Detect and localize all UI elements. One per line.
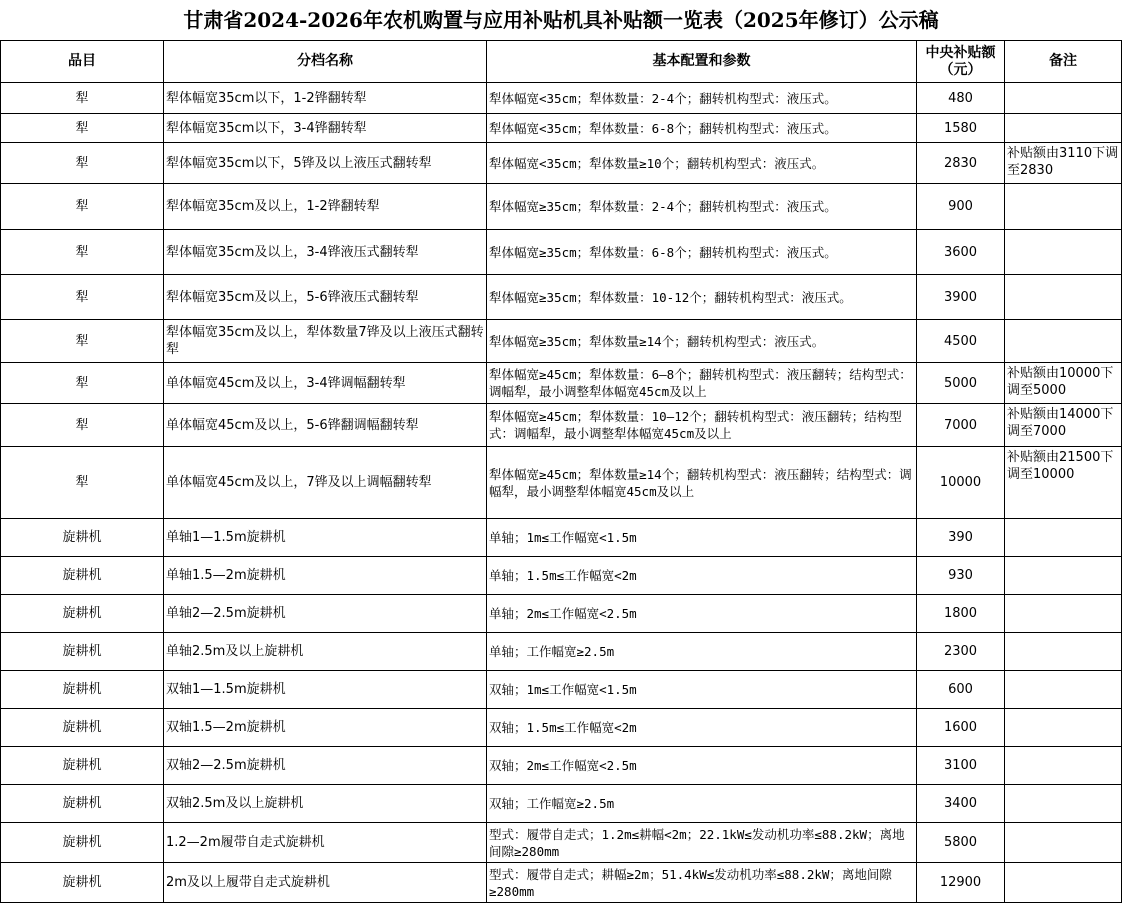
cell-tier-name: 2m及以上履带自走式旋耕机 xyxy=(164,863,487,903)
cell-tier-name: 单轴2.5m及以上旋耕机 xyxy=(164,633,487,671)
cell-config: 犁体幅宽≥35cm；犁体数量：10-12个；翻转机构型式：液压式。 xyxy=(487,275,917,320)
cell-subsidy: 930 xyxy=(917,557,1005,595)
cell-category: 犁 xyxy=(1,184,164,230)
cell-tier-name: 双轴1.5—2m旋耕机 xyxy=(164,709,487,747)
cell-tier-name: 单体幅宽45cm及以上，5-6铧翻调幅翻转犁 xyxy=(164,404,487,447)
header-subsidy: 中央补贴额（元） xyxy=(917,41,1005,83)
header-tier-name: 分档名称 xyxy=(164,41,487,83)
table-row xyxy=(1,823,1122,863)
cell-tier-name: 单轴2—2.5m旋耕机 xyxy=(164,595,487,633)
cell-tier-name: 单轴1—1.5m旋耕机 xyxy=(164,519,487,557)
cell-remark xyxy=(1005,823,1122,863)
cell-config: 犁体幅宽<35cm；犁体数量：2-4个；翻转机构型式：液压式。 xyxy=(487,83,917,114)
table-row xyxy=(1,363,1122,404)
cell-subsidy: 1580 xyxy=(917,114,1005,143)
cell-subsidy: 7000 xyxy=(917,404,1005,447)
cell-config: 单轴；1.5m≤工作幅宽<2m xyxy=(487,557,917,595)
cell-remark xyxy=(1005,275,1122,320)
cell-config: 犁体幅宽≥45cm；犁体数量≥14个；翻转机构型式：液压翻转；结构型式：调幅犁，最小调整犁体幅宽45cm及以上 xyxy=(487,447,917,519)
cell-subsidy: 3900 xyxy=(917,275,1005,320)
cell-tier-name: 犁体幅宽35cm及以上，3-4铧液压式翻转犁 xyxy=(164,230,487,275)
cell-category: 犁 xyxy=(1,275,164,320)
cell-category: 旋耕机 xyxy=(1,709,164,747)
cell-config: 犁体幅宽≥35cm；犁体数量：2-4个；翻转机构型式：液压式。 xyxy=(487,184,917,230)
table-row xyxy=(1,143,1122,184)
cell-tier-name: 犁体幅宽35cm以下，3-4铧翻转犁 xyxy=(164,114,487,143)
cell-category: 犁 xyxy=(1,143,164,184)
cell-remark xyxy=(1005,320,1122,363)
cell-config: 犁体幅宽≥35cm；犁体数量≥14个；翻转机构型式：液压式。 xyxy=(487,320,917,363)
cell-category: 犁 xyxy=(1,447,164,519)
table-row xyxy=(1,230,1122,275)
cell-tier-name: 双轴2.5m及以上旋耕机 xyxy=(164,785,487,823)
cell-subsidy: 12900 xyxy=(917,863,1005,903)
cell-tier-name: 犁体幅宽35cm及以上，1-2铧翻转犁 xyxy=(164,184,487,230)
cell-config: 双轴；1m≤工作幅宽<1.5m xyxy=(487,671,917,709)
cell-remark xyxy=(1005,785,1122,823)
cell-config: 犁体幅宽≥45cm；犁体数量：10—12个；翻转机构型式：液压翻转；结构型式：调幅犁，最小调整犁体幅宽45cm及以上 xyxy=(487,404,917,447)
cell-subsidy: 1800 xyxy=(917,595,1005,633)
table-row xyxy=(1,557,1122,595)
header-config: 基本配置和参数 xyxy=(487,41,917,83)
cell-remark xyxy=(1005,519,1122,557)
cell-category: 旋耕机 xyxy=(1,747,164,785)
table-row xyxy=(1,83,1122,114)
cell-remark xyxy=(1005,184,1122,230)
cell-remark xyxy=(1005,83,1122,114)
cell-category: 旋耕机 xyxy=(1,823,164,863)
cell-subsidy: 3600 xyxy=(917,230,1005,275)
cell-category: 旋耕机 xyxy=(1,671,164,709)
cell-subsidy: 10000 xyxy=(917,447,1005,519)
cell-remark xyxy=(1005,863,1122,903)
cell-config: 犁体幅宽≥35cm；犁体数量：6-8个；翻转机构型式：液压式。 xyxy=(487,230,917,275)
cell-config: 犁体幅宽≥45cm；犁体数量：6—8个；翻转机构型式：液压翻转；结构型式：调幅犁，最小调整犁体幅宽45cm及以上 xyxy=(487,363,917,404)
cell-subsidy: 3400 xyxy=(917,785,1005,823)
cell-remark: 补贴额由3110下调至2830 xyxy=(1005,143,1122,184)
cell-config: 型式：履带自走式；耕幅≥2m；51.4kW≤发动机功率≤88.2kW；离地间隙≥280mm xyxy=(487,863,917,903)
cell-subsidy: 480 xyxy=(917,83,1005,114)
table-row xyxy=(1,671,1122,709)
cell-category: 犁 xyxy=(1,83,164,114)
cell-config: 型式：履带自走式；1.2m≤耕幅<2m；22.1kW≤发动机功率≤88.2kW；离地间隙≥280mm xyxy=(487,823,917,863)
cell-subsidy: 390 xyxy=(917,519,1005,557)
cell-tier-name: 犁体幅宽35cm及以上，5-6铧液压式翻转犁 xyxy=(164,275,487,320)
header-row xyxy=(1,41,1122,83)
cell-tier-name: 1.2—2m履带自走式旋耕机 xyxy=(164,823,487,863)
cell-config: 双轴；工作幅宽≥2.5m xyxy=(487,785,917,823)
cell-subsidy: 5000 xyxy=(917,363,1005,404)
cell-subsidy: 4500 xyxy=(917,320,1005,363)
cell-remark xyxy=(1005,114,1122,143)
table-row xyxy=(1,404,1122,447)
table-row xyxy=(1,320,1122,363)
table-body xyxy=(1,83,1122,903)
cell-tier-name: 犁体幅宽35cm以下，5铧及以上液压式翻转犁 xyxy=(164,143,487,184)
cell-category: 旋耕机 xyxy=(1,785,164,823)
cell-remark xyxy=(1005,747,1122,785)
cell-remark xyxy=(1005,671,1122,709)
table-row xyxy=(1,785,1122,823)
subsidy-table xyxy=(0,40,1122,903)
header-category: 品目 xyxy=(1,41,164,83)
table-row xyxy=(1,275,1122,320)
cell-config: 双轴；1.5m≤工作幅宽<2m xyxy=(487,709,917,747)
table-row xyxy=(1,709,1122,747)
header-remark: 备注 xyxy=(1005,41,1122,83)
cell-remark xyxy=(1005,557,1122,595)
table-row xyxy=(1,519,1122,557)
cell-subsidy: 600 xyxy=(917,671,1005,709)
cell-config: 犁体幅宽<35cm；犁体数量≥10个；翻转机构型式：液压式。 xyxy=(487,143,917,184)
table-row xyxy=(1,595,1122,633)
cell-subsidy: 2830 xyxy=(917,143,1005,184)
cell-remark: 补贴额由14000下调至7000 xyxy=(1005,404,1122,447)
table-row xyxy=(1,114,1122,143)
cell-category: 旋耕机 xyxy=(1,863,164,903)
cell-category: 旋耕机 xyxy=(1,519,164,557)
cell-subsidy: 1600 xyxy=(917,709,1005,747)
cell-remark: 补贴额由21500下调至10000 xyxy=(1005,447,1122,519)
cell-category: 犁 xyxy=(1,320,164,363)
cell-category: 旋耕机 xyxy=(1,633,164,671)
cell-subsidy: 5800 xyxy=(917,823,1005,863)
cell-config: 单轴；2m≤工作幅宽<2.5m xyxy=(487,595,917,633)
cell-subsidy: 2300 xyxy=(917,633,1005,671)
cell-remark xyxy=(1005,633,1122,671)
table-row xyxy=(1,747,1122,785)
table-row xyxy=(1,184,1122,230)
cell-subsidy: 900 xyxy=(917,184,1005,230)
cell-remark xyxy=(1005,709,1122,747)
cell-tier-name: 双轴1—1.5m旋耕机 xyxy=(164,671,487,709)
cell-config: 犁体幅宽<35cm；犁体数量：6-8个；翻转机构型式：液压式。 xyxy=(487,114,917,143)
cell-category: 犁 xyxy=(1,114,164,143)
cell-remark xyxy=(1005,230,1122,275)
cell-config: 双轴；2m≤工作幅宽<2.5m xyxy=(487,747,917,785)
cell-tier-name: 单轴1.5—2m旋耕机 xyxy=(164,557,487,595)
cell-subsidy: 3100 xyxy=(917,747,1005,785)
cell-tier-name: 犁体幅宽35cm以下，1-2铧翻转犁 xyxy=(164,83,487,114)
cell-remark xyxy=(1005,595,1122,633)
table-row xyxy=(1,863,1122,903)
cell-remark: 补贴额由10000下调至5000 xyxy=(1005,363,1122,404)
cell-tier-name: 犁体幅宽35cm及以上，犁体数量7铧及以上液压式翻转犁 xyxy=(164,320,487,363)
cell-tier-name: 双轴2—2.5m旋耕机 xyxy=(164,747,487,785)
table-row xyxy=(1,447,1122,519)
page-title: 甘肃省2024-2026年农机购置与应用补贴机具补贴额一览表（2025年修订）公示稿 xyxy=(183,8,939,32)
table-row xyxy=(1,633,1122,671)
cell-category: 犁 xyxy=(1,230,164,275)
cell-config: 单轴；1m≤工作幅宽<1.5m xyxy=(487,519,917,557)
cell-category: 旋耕机 xyxy=(1,595,164,633)
cell-category: 犁 xyxy=(1,363,164,404)
cell-config: 单轴；工作幅宽≥2.5m xyxy=(487,633,917,671)
cell-category: 犁 xyxy=(1,404,164,447)
cell-tier-name: 单体幅宽45cm及以上，3-4铧调幅翻转犁 xyxy=(164,363,487,404)
cell-tier-name: 单体幅宽45cm及以上，7铧及以上调幅翻转犁 xyxy=(164,447,487,519)
cell-category: 旋耕机 xyxy=(1,557,164,595)
